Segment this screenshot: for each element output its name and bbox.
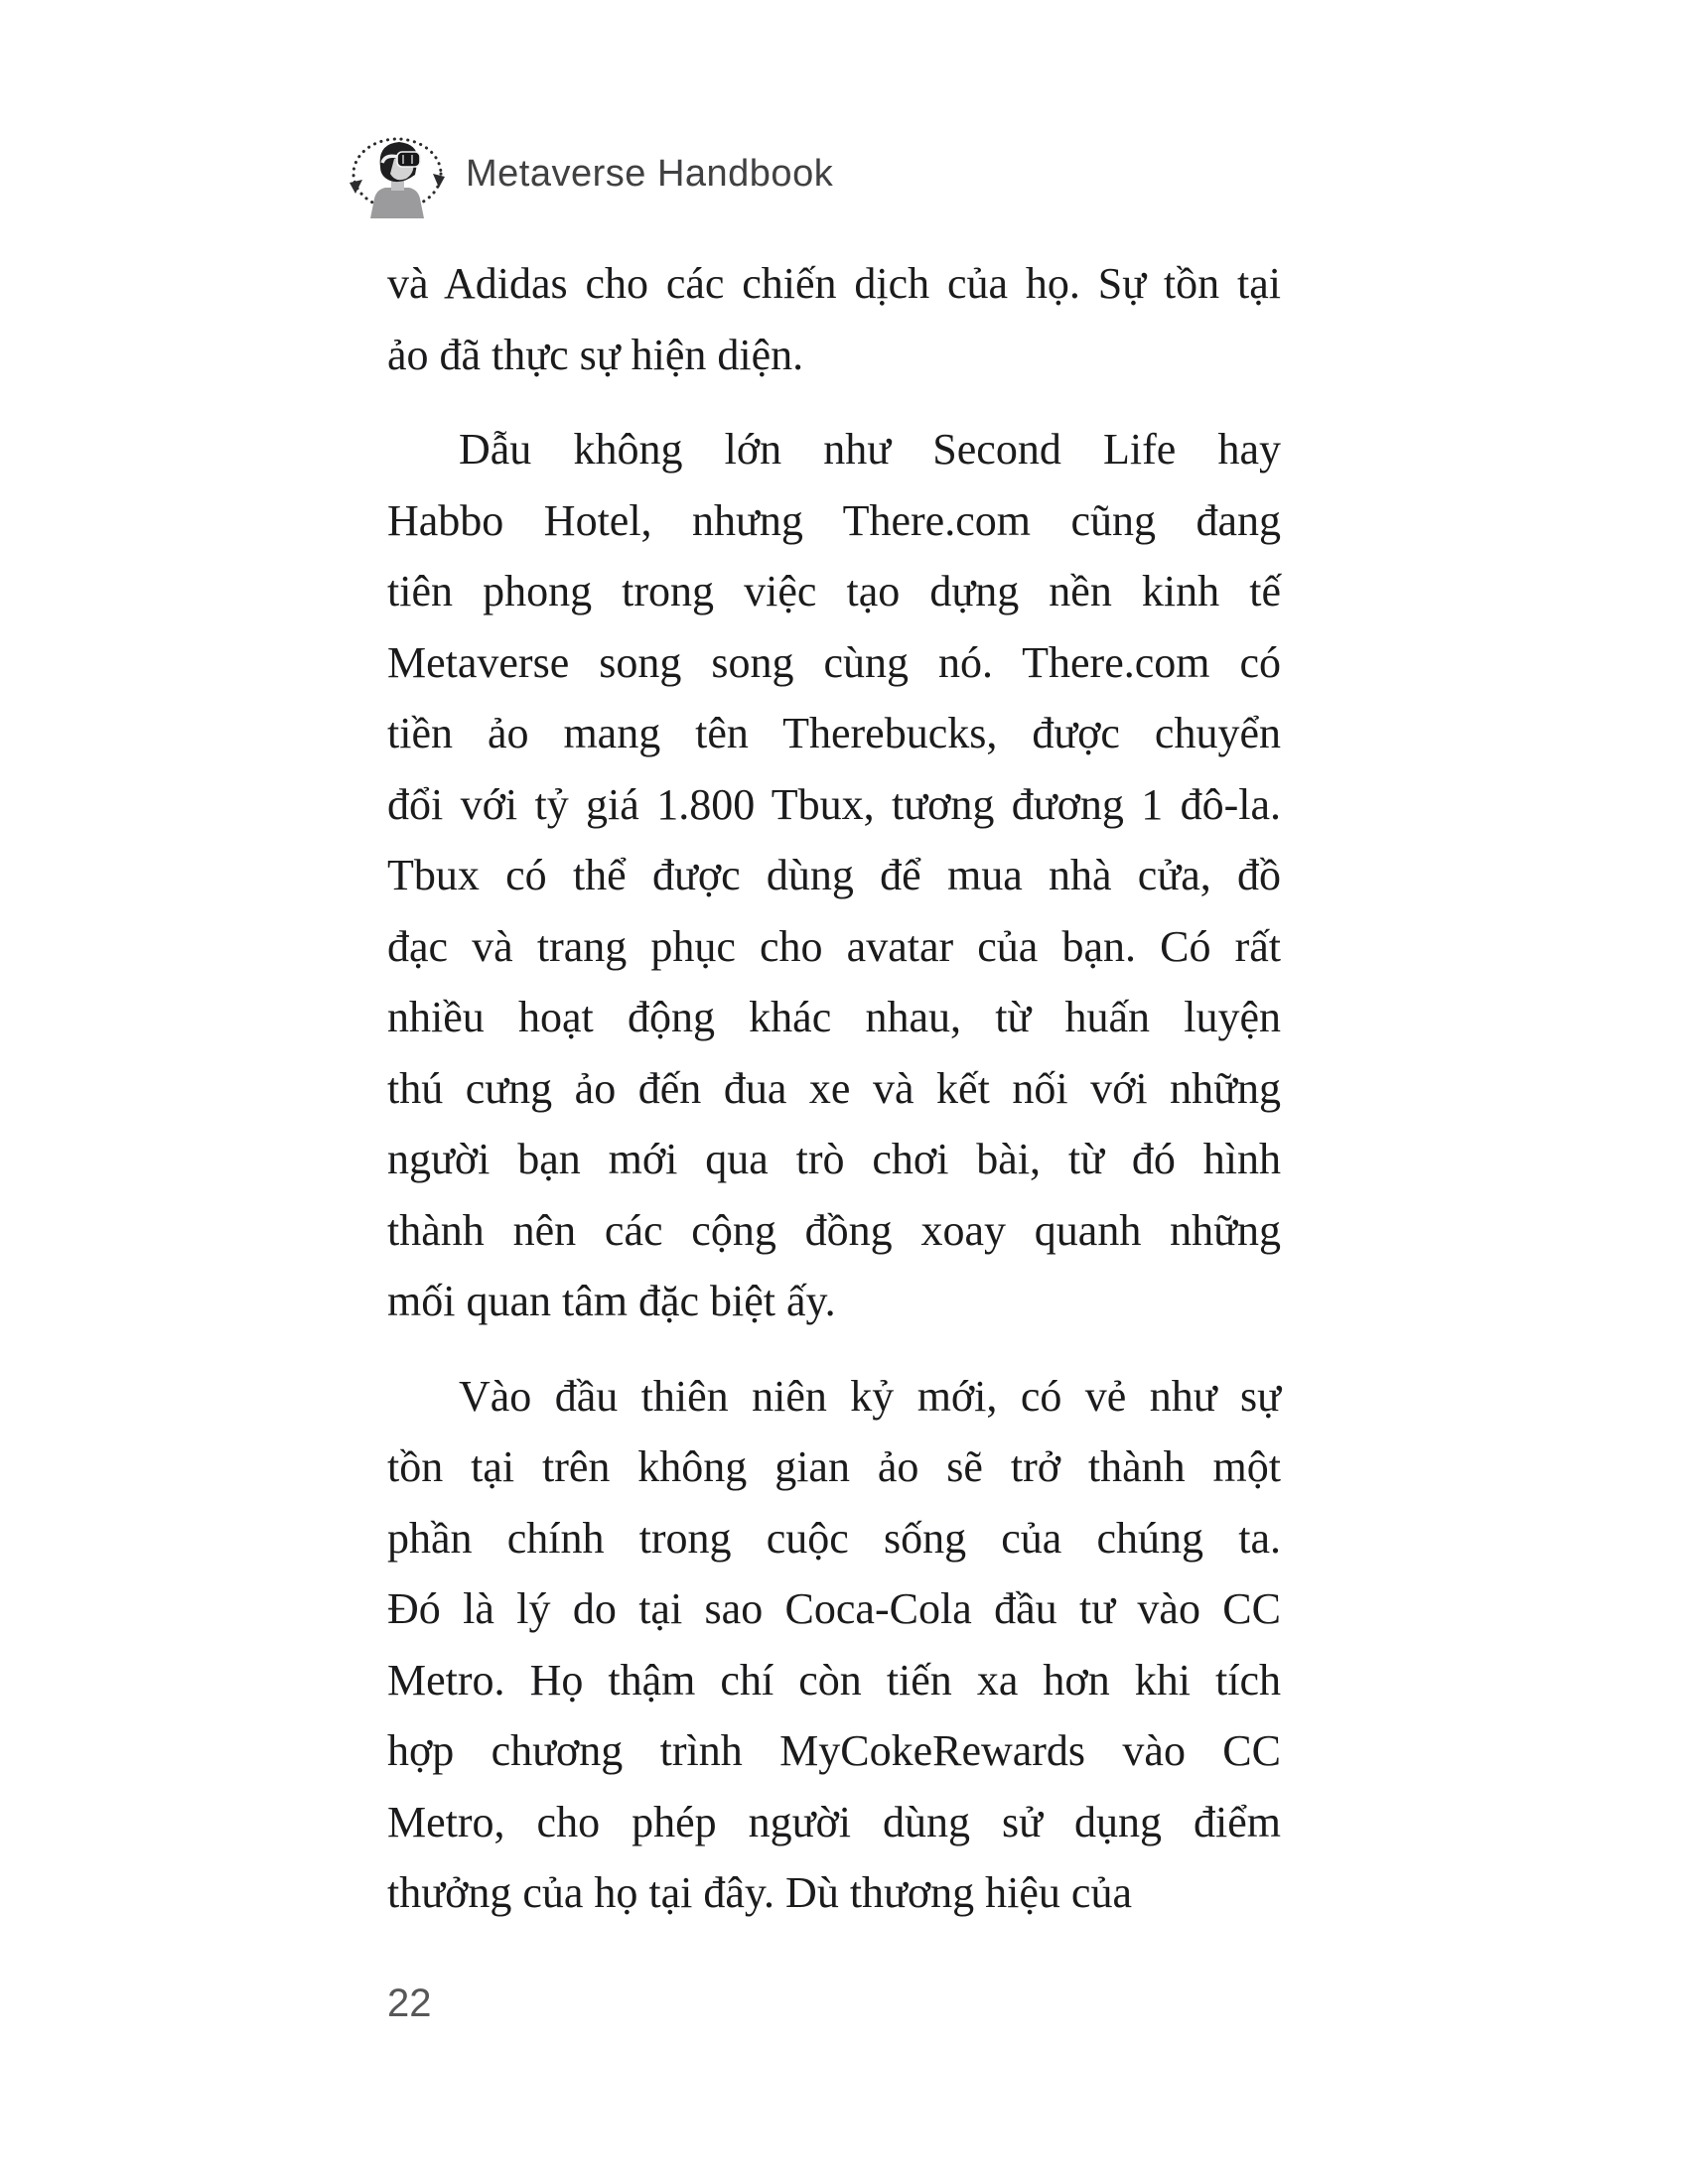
text-line: nhiều hoạt động khác nhau, từ huấn luyện	[387, 993, 1281, 1041]
paragraph	[387, 248, 1281, 390]
paragraph	[387, 1361, 1281, 1929]
text-line: tiền ảo mang tên Therebucks, được chuyển	[387, 709, 1281, 757]
text-line: mối quan tâm đặc biệt ấy.	[387, 1277, 836, 1325]
text-line: Đó là lý do tại sao Coca-Cola đầu tư vào CC	[387, 1584, 1281, 1633]
book-title: Metaverse Handbook	[466, 152, 834, 195]
text-line: Habbo Hotel, nhưng There.com cũng đang	[387, 495, 1281, 545]
text-line: thưởng của họ tại đây. Dù thương hiệu của	[387, 1868, 1132, 1917]
text-line: Vào đầu thiên niên kỷ mới, có vẻ như sự	[459, 1371, 1281, 1421]
text-line: phần chính trong cuộc sống của chúng ta.	[387, 1513, 1281, 1563]
vr-avatar-rotation-icon	[343, 129, 452, 218]
text-line: Metaverse song song cùng nó. There.com có	[387, 637, 1281, 687]
text-line: Metro. Họ thậm chí còn tiến xa hơn khi tích	[387, 1655, 1281, 1705]
text-line: và Adidas cho các chiến dịch của họ. Sự tồn tại	[387, 259, 1281, 308]
text-line: Metro, cho phép người dùng sử dụng điểm	[387, 1797, 1281, 1846]
text-line: thú cưng ảo đến đua xe và kết nối với những	[387, 1063, 1281, 1113]
text-line: ảo đã thực sự hiện diện.	[387, 330, 804, 379]
text-line: người bạn mới qua trò chơi bài, từ đó hình	[387, 1135, 1281, 1183]
text-line: đạc và trang phục cho avatar của bạn. Có rất	[387, 921, 1281, 971]
page-number: 22	[387, 1981, 432, 2025]
text-line: hợp chương trình MyCokeRewards vào CC	[387, 1726, 1281, 1775]
text-line: tồn tại trên không gian ảo sẽ trở thành một	[387, 1442, 1281, 1491]
page-text	[387, 248, 1281, 1929]
text-line: thành nên các cộng đồng xoay quanh những	[387, 1205, 1281, 1255]
text-line: đổi với tỷ giá 1.800 Tbux, tương đương 1 đô-la.	[387, 779, 1281, 829]
text-line: Dẫu không lớn như Second Life hay	[459, 425, 1281, 474]
text-line: tiên phong trong việc tạo dựng nền kinh tế	[387, 567, 1281, 615]
page-header	[343, 129, 833, 218]
text-line: Tbux có thể được dùng để mua nhà cửa, đồ	[387, 851, 1281, 899]
paragraph	[387, 414, 1281, 1337]
